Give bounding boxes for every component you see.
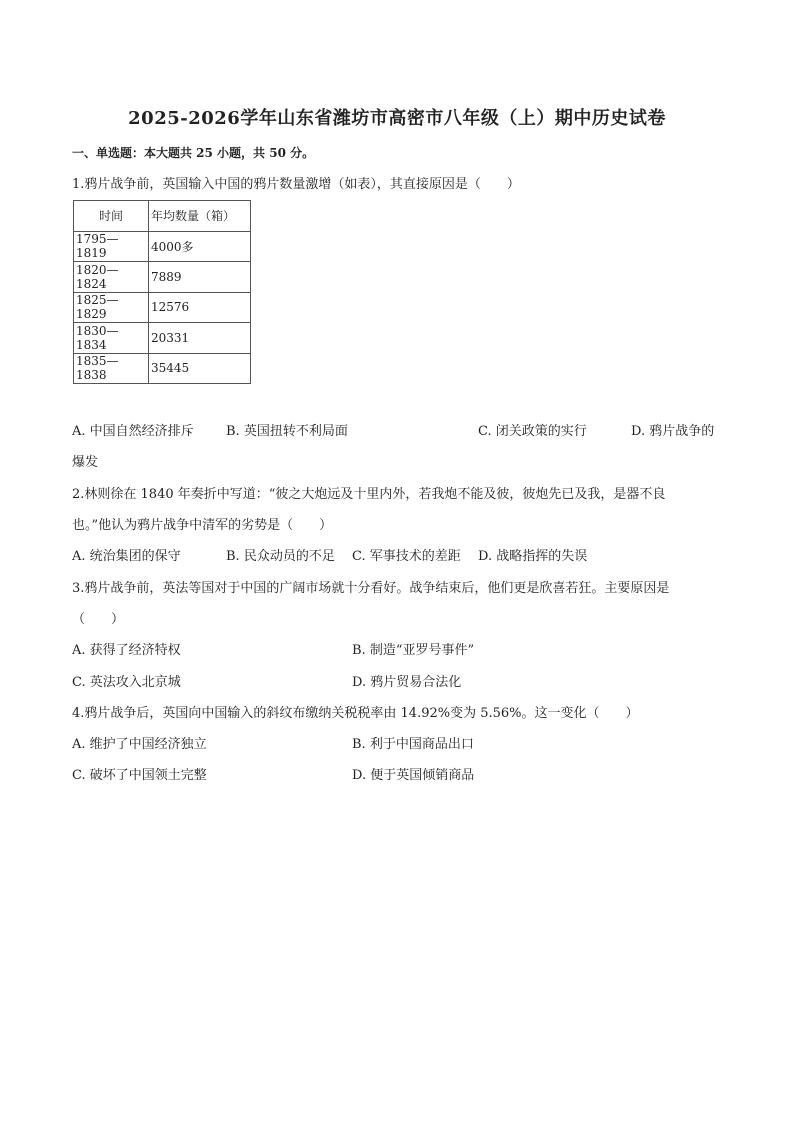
table-cell-quantity: 4000多 bbox=[149, 231, 251, 262]
q3-option-b: B. 制造“亚罗号事件” bbox=[352, 643, 475, 658]
q1-option-d: D. 鸦片战争的 bbox=[631, 424, 715, 439]
section-heading: 一、单选题：本大题共 25 小题，共 50 分。 bbox=[72, 146, 315, 160]
q1-option-a: A. 中国自然经济排斥 bbox=[72, 424, 194, 439]
q1-option-c: C. 闭关政策的实行 bbox=[478, 424, 587, 439]
q4-option-d: D. 便于英国倾销商品 bbox=[352, 768, 475, 783]
q1-option-b: B. 英国扭转不利局面 bbox=[226, 424, 348, 439]
opium-import-table bbox=[73, 200, 251, 384]
exam-title: 2025-2026学年山东省潍坊市高密市八年级（上）期中历史试卷 bbox=[128, 108, 666, 129]
table-cell-period: 1835—1838 bbox=[74, 353, 149, 384]
table-row bbox=[74, 353, 251, 384]
table-cell-quantity: 20331 bbox=[149, 323, 251, 354]
table-row bbox=[74, 262, 251, 293]
table-cell-quantity: 12576 bbox=[149, 292, 251, 323]
table-cell-period: 1830—1834 bbox=[74, 323, 149, 354]
table-row bbox=[74, 323, 251, 354]
table-row bbox=[74, 231, 251, 262]
q1-option-d-continued: 爆发 bbox=[72, 455, 99, 470]
table-header-time: 时间 bbox=[74, 201, 149, 232]
question-4-stem: 4.鸦片战争后，英国向中国输入的斜纹布缴纳关税税率由 14.92%变为 5.56%。这一变化（ ） bbox=[72, 706, 639, 721]
question-1-stem: 1.鸦片战争前，英国输入中国的鸦片数量激增（如表），其直接原因是（ ） bbox=[72, 177, 520, 192]
q4-option-a: A. 维护了中国经济独立 bbox=[72, 737, 207, 752]
q2-option-b: B. 民众动员的不足 bbox=[226, 549, 335, 564]
table-header-row bbox=[74, 201, 251, 232]
table-row bbox=[74, 292, 251, 323]
table-cell-period: 1795—1819 bbox=[74, 231, 149, 262]
q2-option-d: D. 战略指挥的失误 bbox=[478, 549, 588, 564]
table-cell-period: 1820—1824 bbox=[74, 262, 149, 293]
q4-option-c: C. 破坏了中国领土完整 bbox=[72, 768, 207, 783]
q2-option-c: C. 军事技术的差距 bbox=[352, 549, 461, 564]
q3-option-c: C. 英法攻入北京城 bbox=[72, 675, 181, 690]
q3-option-a: A. 获得了经济特权 bbox=[72, 643, 181, 658]
question-2-stem-line-2: 也。”他认为鸦片战争中清军的劣势是（ ） bbox=[72, 518, 333, 533]
q4-option-b: B. 利于中国商品出口 bbox=[352, 737, 474, 752]
table-cell-quantity: 35445 bbox=[149, 353, 251, 384]
table-cell-quantity: 7889 bbox=[149, 262, 251, 293]
question-2-stem-line-1: 2.林则徐在 1840 年奏折中写道：“彼之大炮远及十里内外，若我炮不能及彼，彼炮先已及我，是器不良 bbox=[72, 487, 666, 502]
question-3-stem-line-1: 3.鸦片战争前，英法等国对于中国的广阔市场就十分看好。战争结束后，他们更是欣喜若狂。主要原因是 bbox=[72, 581, 670, 596]
table-header-quantity: 年均数量（箱） bbox=[149, 201, 251, 232]
table-cell-period: 1825—1829 bbox=[74, 292, 149, 323]
question-3-stem-line-2: （ ） bbox=[72, 612, 125, 627]
q2-option-a: A. 统治集团的保守 bbox=[72, 549, 181, 564]
q3-option-d: D. 鸦片贸易合法化 bbox=[352, 675, 462, 690]
